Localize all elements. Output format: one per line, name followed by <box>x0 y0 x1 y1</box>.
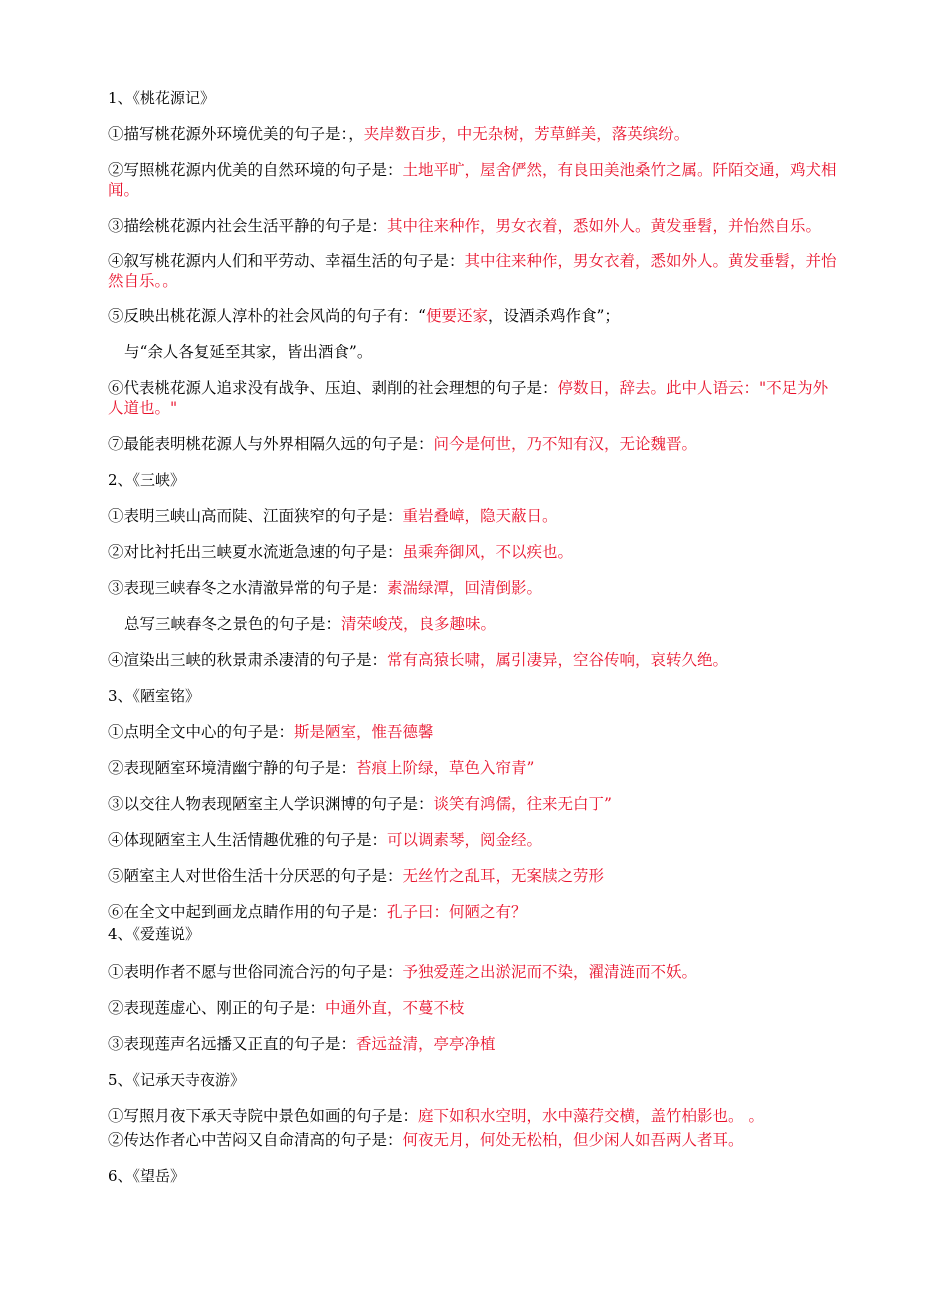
list-item <box>124 614 496 634</box>
section-heading: 1、《桃花源记》 <box>108 89 216 107</box>
answer-text: 香远益清，亭亭净植 <box>356 1035 496 1053</box>
answer-text: 中通外直，不蔓不枝 <box>325 999 465 1017</box>
question-text: ②传达作者心中苦闷又自命清高的句子是： <box>108 1131 403 1149</box>
section-heading: 6、《望岳》 <box>108 1167 186 1185</box>
question-text: ①点明全文中心的句子是： <box>108 723 295 741</box>
list-item <box>108 650 728 670</box>
answer-text: 孔子曰：何陋之有？ <box>387 903 527 921</box>
list-item <box>108 794 612 814</box>
question-text: ①表明三峡山高而陡、江面狭窄的句子是： <box>108 507 403 525</box>
question-text: ⑥在全文中起到画龙点睛作用的句子是： <box>108 903 388 921</box>
answer-text: 夹岸数百步，中无杂树，芳草鲜美，落英缤纷。 <box>363 125 690 143</box>
section-heading: 2、《三峡》 <box>108 471 186 489</box>
list-item <box>108 830 542 850</box>
answer-text: 其中往来种作，男女衣着，悉如外人。黄发垂髫，并怡然自乐。。 <box>108 252 837 290</box>
answer-text: 停数日，辞去。此中人语云："不足为外人道也。" <box>108 379 829 417</box>
question-text: 总写三峡春冬之景色的句子是： <box>124 615 342 633</box>
answer-text: 土地平旷，屋舍俨然，有良田美池桑竹之属。阡陌交通，鸡犬相闻。 <box>108 161 837 199</box>
answer-text: 虽乘奔御风，不以疾也。 <box>402 543 574 561</box>
question-text: 与“余人各复延至其家，皆出酒食”。 <box>124 343 373 361</box>
answer-text: 无丝竹之乱耳，无案牍之劳形 <box>402 867 605 885</box>
answer-text: 庭下如积水空明，水中藻荇交横，盖竹柏影也。 。 <box>418 1107 764 1125</box>
question-text: ①描写桃花源外环境优美的句子是：， <box>108 125 364 143</box>
list-item <box>108 866 604 886</box>
answer-text: 其中往来种作，男女衣着，悉如外人。黄发垂髫，并怡然自乐。 <box>387 217 822 235</box>
question-text: ②表现莲虚心、刚正的句子是： <box>108 999 326 1017</box>
list-item <box>108 902 527 922</box>
question-text: ④渲染出三峡的秋景肃杀凄清的句子是： <box>108 651 388 669</box>
section-heading: 5、《记承天寺夜游》 <box>108 1071 246 1089</box>
question-text: ④体现陋室主人生活情趣优雅的句子是： <box>108 831 388 849</box>
answer-text: 常有高猿长啸，属引凄异，空谷传响，哀转久绝。 <box>387 651 729 669</box>
list-item <box>108 998 465 1018</box>
answer-text: 清荣峻茂，良多趣味。 <box>341 615 497 633</box>
answer-text: 重岩叠嶂，隐天蔽日。 <box>402 507 558 525</box>
list-item <box>108 306 620 326</box>
list-item <box>108 1034 496 1054</box>
answer-text: 何夜无月，何处无松柏，但少闲人如吾两人者耳。 <box>402 1131 744 1149</box>
list-item <box>124 342 372 362</box>
list-item <box>108 434 697 454</box>
list-item <box>108 578 542 598</box>
list-item <box>108 1130 744 1150</box>
question-text: ②写照桃花源内优美的自然环境的句子是： <box>108 161 403 179</box>
answer-text: 素湍绿潭，回清倒影。 <box>387 579 543 597</box>
list-item <box>108 160 843 200</box>
question-text: ⑥代表桃花源人追求没有战争、压迫、剥削的社会理想的句子是： <box>108 379 558 397</box>
answer-text: 谈笑有鸿儒，往来无白丁” <box>433 795 612 813</box>
question-text: ①写照月夜下承天寺院中景色如画的句子是： <box>108 1107 419 1125</box>
question-text: ②表现陋室环境清幽宁静的句子是： <box>108 759 357 777</box>
section-heading: 4、《爱莲说》 <box>108 925 201 943</box>
question-text: ③表现莲声名远播又正直的句子是： <box>108 1035 357 1053</box>
question-text: ⑦最能表明桃花源人与外界相隔久远的句子是： <box>108 435 434 453</box>
answer-text: 予独爱莲之出淤泥而不染，濯清涟而不妖。 <box>402 963 698 981</box>
list-item <box>108 1106 764 1126</box>
question-text: ⑤反映出桃花源人淳朴的社会风尚的句子有：“ <box>108 307 426 325</box>
list-item <box>108 251 843 291</box>
question-text: ②对比衬托出三峡夏水流逝急速的句子是： <box>108 543 403 561</box>
question-text: ③表现三峡春冬之水清澈异常的句子是： <box>108 579 388 597</box>
list-item <box>108 962 697 982</box>
question-text: ①表明作者不愿与世俗同流合污的句子是： <box>108 963 403 981</box>
list-item <box>108 124 689 144</box>
answer-text: 便要还家 <box>425 307 488 325</box>
list-item <box>108 542 573 562</box>
question-text: ③描绘桃花源内社会生活平静的句子是： <box>108 217 388 235</box>
list-item <box>108 506 558 526</box>
section-heading: 3、《陋室铭》 <box>108 687 201 705</box>
list-item <box>108 216 821 236</box>
answer-text: 可以调素琴，阅金经。 <box>387 831 543 849</box>
list-item <box>108 722 434 742</box>
list-item <box>108 378 843 418</box>
question-text: ③以交往人物表现陋室主人学识渊博的句子是： <box>108 795 434 813</box>
answer-text: 问今是何世，乃不知有汉，无论魏晋。 <box>433 435 698 453</box>
answer-text: 斯是陋室，惟吾德馨 <box>294 723 434 741</box>
question-text: ④叙写桃花源内人们和平劳动、幸福生活的句子是： <box>108 252 465 270</box>
answer-text: 苔痕上阶绿，草色入帘青” <box>356 759 535 777</box>
question-text-tail: ，设酒杀鸡作食”； <box>487 307 620 325</box>
list-item <box>108 758 534 778</box>
question-text: ⑤陋室主人对世俗生活十分厌恶的句子是： <box>108 867 403 885</box>
